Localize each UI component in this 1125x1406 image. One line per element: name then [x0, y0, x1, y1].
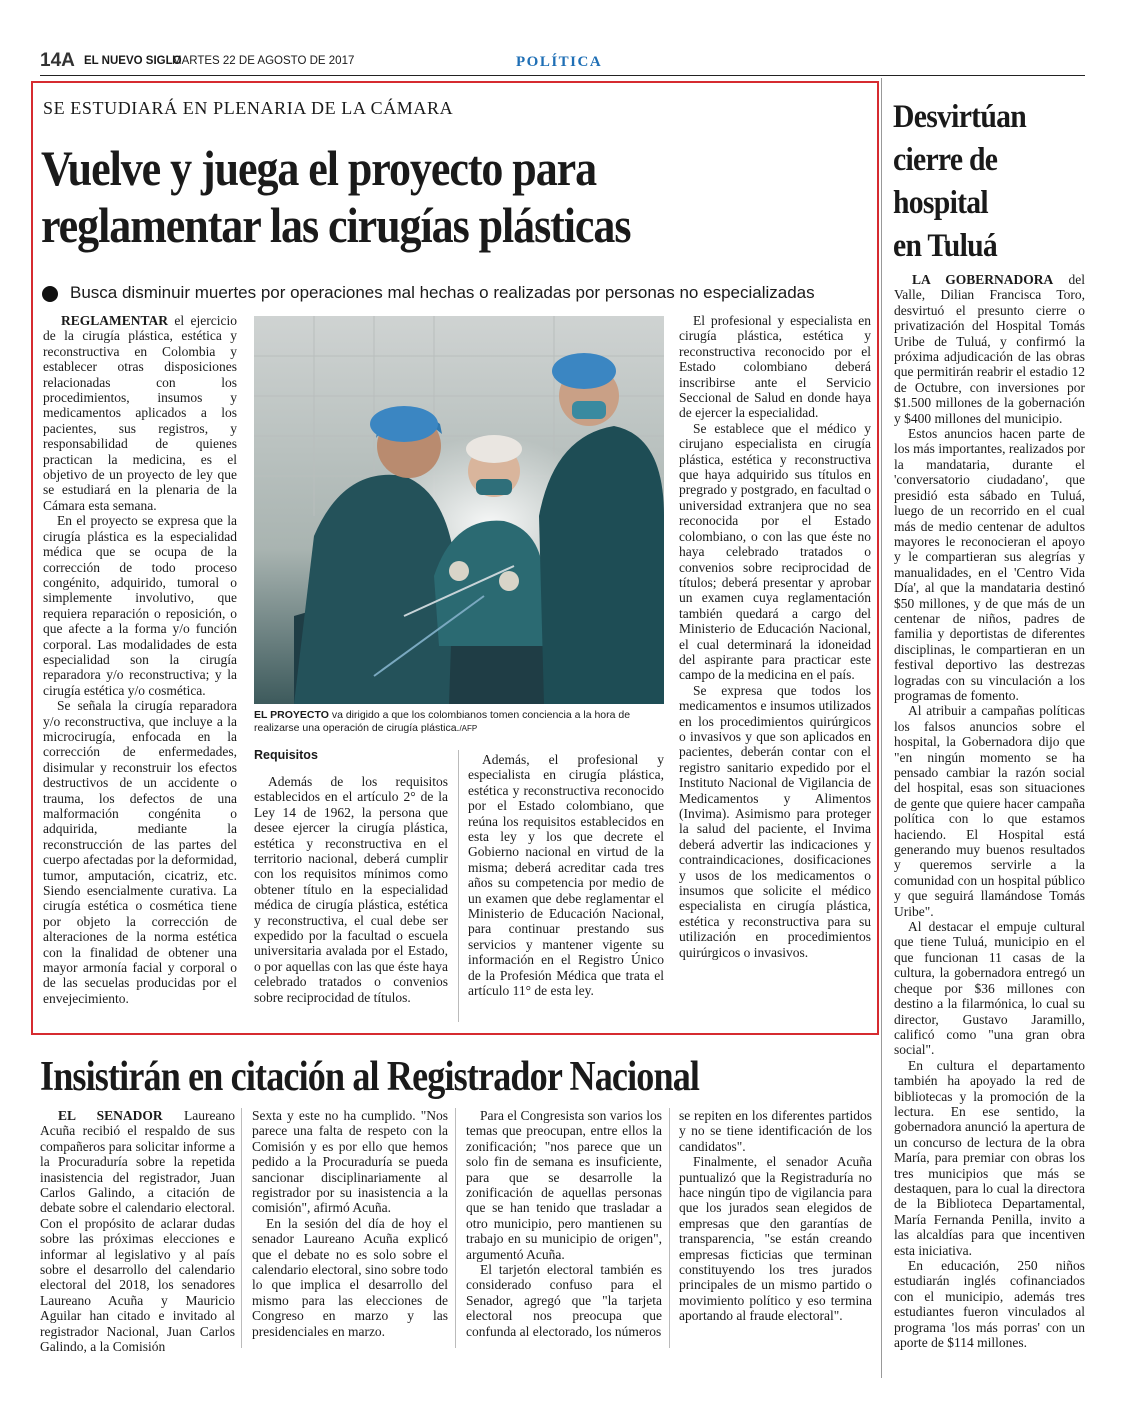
photo-caption	[254, 709, 666, 735]
lead-word: LA GOBERNADORA	[912, 272, 1054, 287]
paragraph: Laureano Acuña recibió el respaldo de sus compañeros para solicitar informe a la Procuraduría sobre la repetida inasistencia del registrador, Juan Carlos Galindo, a citación de debate sobre el calendario electoral. Con el propósito de aclarar dudas sobre las próximas elecciones e informar al legislativo y al país sobre el desarrollo del calendario electoral del 2018, los senadores Laureano Acuña y Mauricio Aguilar han citado e invitado al registrador Nacional, Juan Carlos Galindo, a la Comisión	[40, 1108, 235, 1355]
column-rule	[455, 1108, 456, 1348]
paragraph: En la sesión del día de hoy el senador Laureano Acuña explicó que el debate no es solo sobre el calendario electoral, sino sobre todo lo que implica el desarrollo del mismo para las elecciones de Congreso en marzo y las presidenciales en marzo.	[252, 1215, 448, 1339]
paragraph: Además, el profesional y especialista en cirugía plástica, estética y reconstructiva reconocido por el Estado colombiano, que reúna los requisitos establecidos en esta ley y los que decrete el Gobierno nacional en virtud de la misma; deberá acreditar cada tres años su competencia por medio de un examen que debe reglamentar el Ministerio de Educación Nacional, para continuar prestando sus servicios y mantener vigente su información en el Registro Único de la Profesión Médica que trata el artículo 11° de esta ley.	[468, 752, 664, 999]
paragraph: Además de los requisitos establecidos en el artículo 2° de la Ley 14 de 1962, la persona que desee ejercer la cirugía plástica, estética y reconstructiva en el territorio nacional, deberá cumplir con los requisitos mínimos como obtener título en la especialidad médica de cirugía plástica, estética y reconstructiva, el cual debe ser expedido por la facultad o escuela universitaria avalada por el Estado, o por aquellas con las que éste haya celebrado tratados o convenios sobre reciprocidad de títulos.	[254, 774, 448, 1005]
lead-word: REGLAMENTAR	[61, 313, 169, 328]
side-headline-line: hospital	[893, 185, 988, 221]
main-story-kicker: SE ESTUDIARÁ EN PLENARIA DE LA CÁMARA	[43, 98, 454, 118]
column-divider	[881, 78, 882, 1378]
paragraph: Sexta y este no ha cumplido. "Nos parece una falta de respeto con la Comisión y es por ello que hemos pedido a la Procuraduría se pueda sancionar disciplinariamente al registrador por su inasistencia a la comisión", afirmó Acuña.	[252, 1108, 448, 1216]
paragraph: Al destacar el empuje cultural que tiene Tuluá, municipio en el que funcionan 11 casas de la cultura, la gobernadora entregó un cheque por $36 millones con destino a la filarmónica, lo cual su director, Gustavo Jaramillo, calificó como "una gran obra social".	[894, 919, 1085, 1058]
paragraph: del Valle, Dilian Francisca Toro, desvirtuó el presunto cierre o privatización del Hospital Tomás Uribe de Tuluá, y confirmó la próxima adjudicación de las obras que permitirán reabrir el estadio 12 de Octubre, con inversiones por $1.500 millones de la gobernación y $400 millones del municipio.	[894, 272, 1086, 426]
column-rule	[458, 750, 459, 1022]
requisitos-subhead: Requisitos	[254, 748, 318, 762]
page-number: 14A	[40, 50, 75, 71]
second-story-column-3	[466, 1108, 662, 1339]
second-story-column-2	[252, 1108, 448, 1339]
caption-text: va dirigido a que los colombianos tomen conciencia a la hora de realizarse una operación de cirugía plástica.	[254, 709, 631, 734]
paragraph: el ejercicio de la cirugía plástica, estética y reconstructiva en Colombia y establecer otras disposiciones relacionadas con los procedimientos, insumos y medicamentos aplicados a los pacientes, sus registros, y responsabilidad de quienes practican la medicina, es el objetivo de un proyecto de ley que se estudiará en la plenaria de la Cámara esta semana.	[43, 313, 237, 513]
paragraph: Al atribuir a campañas políticas los falsos anuncios sobre el hospital, la Gobernadora dijo que "en ningún momento se ha pensado cambiar la razón social del hospital, esas son situaciones de gente que quiere hacer campaña política con lo que estamos haciendo. El Hospital está generando muy buenos resultados y queremos servirle a la comunidad con un hospital público y que seguirá llamándose Tomás Uribe".	[894, 703, 1085, 919]
paragraph: Para el Congresista son varios los temas que preocupan, entre ellos la zonificación; "nos parece que un solo fin de semana es insuficiente, para que se desarrolle la zonificación de aquellas personas que se han tenido que trasladar a otro municipio, pero mantienen su trabajo en su municipio de origen", argumentó Acuña.	[466, 1108, 662, 1262]
surgeons-operating-image	[254, 316, 664, 704]
paragraph: Estos anuncios hacen parte de los más importantes, realizados por la mandataria, durante el 'conversatorio ciudadano', que presidió esta sábado en Tuluá, luego de un recorrido en el cual más de medio centenar de adultos mayores le reconocieran el apoyo y le compartieran sus alegrías y manualidades, en el 'Centro Vida Día', al que la mandataria destinó $50 millones, y de que más de un centenar de niños, padres de familia y deportistas de diferentes disciplinas, le compartieran en un festival deportivo las destrezas logradas con su vinculación a los programas de fomento.	[894, 426, 1085, 703]
newspaper-name: EL NUEVO SIGLO	[84, 55, 182, 67]
side-headline-line: cierre de	[893, 142, 998, 178]
paragraph: En cultura el departamento también ha apoyado la red de bibliotecas y la promoción de la lectura. En ese sentido, la gobernadora anunció la apertura de un concurso de lectura de la obra María, para premiar con obras los tres municipios que más se destaquen, para lo cual la directora de la Biblioteca Departamental, María Fernanda Penilla, invito a las alcaldías para que incentiven esta iniciativa.	[894, 1057, 1085, 1258]
column-rule	[241, 1108, 242, 1348]
main-story-headline	[41, 140, 763, 254]
publication-date: MARTES 22 DE AGOSTO DE 2017	[172, 55, 355, 67]
surgery-photo	[254, 316, 664, 704]
photo-credit: /AFP	[459, 724, 478, 733]
caption-lead: EL PROYECTO	[254, 709, 329, 721]
paragraph: En el proyecto se expresa que la cirugía plástica es la especialidad médica que se ocupa de la corrección de todo proceso congénito, adquirido, tumoral o simplemente involutivo, que requiera reparación o reposición, o que afecte a la forma y/o función corporal. Las modalidades de esta especialidad son la cirugía reparadora y/o reconstructiva; y la cirugía estética y/o cosmética.	[43, 513, 237, 698]
side-headline-line: en Tuluá	[893, 228, 998, 264]
paragraph: Finalmente, el senador Acuña puntualizó que la Registraduría no hace ningún tipo de vigilancia para que los jurados sean elegidos de empresas que den garantías de transparencia, "se están creando empresas ficticias que terminan constituyendo los tres jurados principales de un mismo partido o movimiento político y eso termina aportando al fraude electoral".	[679, 1154, 872, 1324]
paragraph: se repiten en los diferentes partidos y no se tiene identificación de los candidatos".	[679, 1108, 872, 1154]
lead-text: Busca disminuir muertes por operaciones mal hechas o realizadas por personas no especializadas	[70, 283, 815, 302]
side-headline-line: Desvirtúan	[893, 99, 1027, 135]
main-story-column-2	[254, 774, 448, 1005]
bullet-icon	[42, 286, 58, 302]
side-story-body	[894, 272, 1085, 1350]
paragraph: Se expresa que todos los medicamentos e insumos utilizados en los procedimientos quirúrgicos o invasivos y que son aplicados en pacientes, deberán contar con el registro sanitario expedido por el Instituto Nacional de Vigilancia de Medicamentos y Alimentos (Invima). Asimismo para proteger la salud del paciente, el Invima deberá advertir las indicaciones y contraindicaciones, dosificaciones y usos de los medicamentos o insumos que solicite el médico especialista en cirugía plástica, estética y reconstructiva para su utilización en procedimientos quirúrgicos o invasivos.	[679, 682, 871, 960]
page-header	[40, 48, 1085, 76]
second-story-column-1	[40, 1108, 235, 1355]
paragraph: El profesional y especialista en cirugía plástica, estética y reconstructiva reconocido por el Estado colombiano deberá inscribirse ante el Servicio Seccional de Salud en donde haya de ejercer la especialidad.	[679, 313, 871, 421]
section-name: POLÍTICA	[516, 54, 603, 70]
paragraph: Se establece que el médico y cirujano especialista en cirugía plástica, estética y reconstructiva que haya adquirido sus títulos en pregrado y postgrado, en facultad o universidad extranjera que no sea reconocida por el Estado colombiano, o con las que éste no haya celebrado tratados o convenios sobre reciprocidad de títulos; deberá presentar y aprobar un examen cuya reglamentación también quedará a cargo del Ministerio de Educación Nacional, el cual determinará la idoneidad del aspirante para practicar este campo de la medicina en el país.	[679, 420, 871, 683]
main-story-column-4	[679, 313, 871, 960]
main-story-lead	[42, 282, 882, 308]
main-story-column-1	[43, 313, 237, 1006]
main-story-column-3	[468, 752, 664, 999]
side-story-headline	[893, 96, 1073, 268]
paragraph: El tarjetón electoral también es considerado confuso para el Senador, agregó que "la tarjeta electoral nos preocupa que confunda al electorado, los números	[466, 1262, 662, 1339]
second-story-headline: Insistirán en citación al Registrador Nacional	[40, 1054, 700, 1100]
paragraph: Se señala la cirugía reparadora y/o reconstructiva, que incluye a la microcirugía, enfocada en la corrección de enfermedades, disimular y reconstruir los efectos destructivos de un accidente o trauma, los defectos de una malformación congénita o adquirida, mediante la reconstrucción de las partes del cuerpo afectadas por la deformidad, tumor, amputación, cicatriz, etc. Siendo esencialmente curativa. La cirugía estética o cosmética tiene por objeto la corrección de alteraciones de la norma estética con la finalidad de obtener una mayor armonía facial y corporal o de las secuelas producidas por el envejecimiento.	[43, 698, 237, 1006]
second-story-column-4	[679, 1108, 872, 1324]
column-rule	[669, 1108, 670, 1348]
headline-line-1: Vuelve y juega el proyecto para	[41, 140, 597, 196]
headline-line-2: reglamentar las cirugías plásticas	[41, 197, 631, 253]
lead-word: EL SENADOR	[58, 1108, 163, 1123]
paragraph: En educación, 250 niños estudiarán inglés cofinanciados con el municipio, además tres estudiantes fueron vinculados al programa 'los más porras' con un aporte de $114 millones.	[894, 1258, 1085, 1351]
